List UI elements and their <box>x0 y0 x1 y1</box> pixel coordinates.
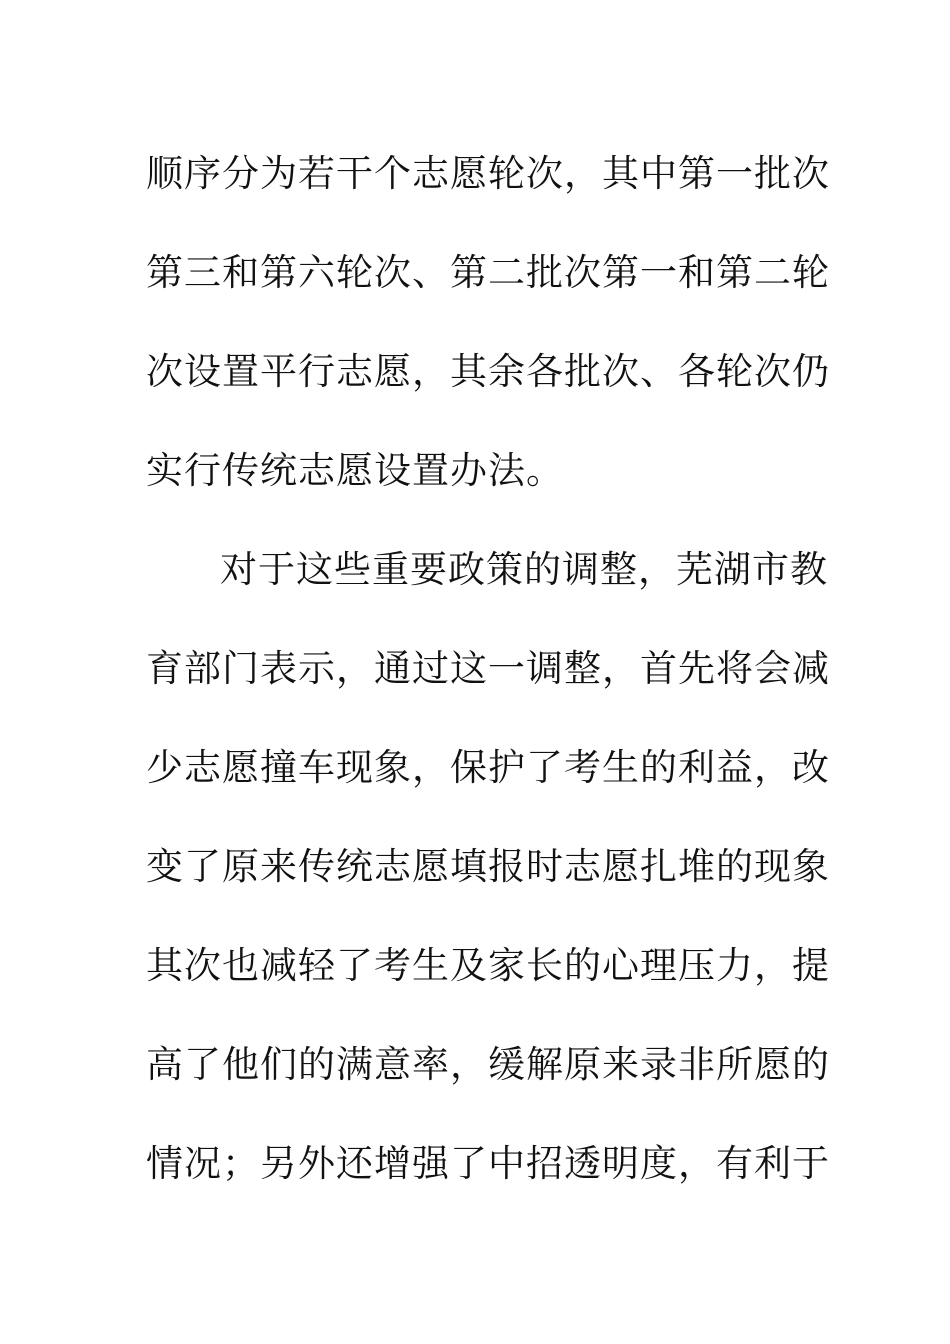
text-line-10: 高了他们的满意率，缓解原来录非所愿的 <box>146 1043 830 1086</box>
text-line-6: 育部门表示，通过这一调整，首先将会减 <box>146 647 830 690</box>
text-line-7: 少志愿撞车现象，保护了考生的利益，改 <box>146 746 830 789</box>
text-line-1: 顺序分为若干个志愿轮次，其中第一批次 <box>146 152 830 195</box>
text-line-8: 变了原来传统志愿填报时志愿扎堆的现象 <box>146 845 830 888</box>
text-line-2: 第三和第六轮次、第二批次第一和第二轮 <box>146 251 830 294</box>
text-line-11: 情况；另外还增强了中招透明度，有利于 <box>146 1142 830 1185</box>
text-line-3: 次设置平行志愿，其余各批次、各轮次仍 <box>146 350 830 393</box>
text-line-5-paragraph-start: 对于这些重要政策的调整，芜湖市教 <box>220 548 828 591</box>
text-line-4: 实行传统志愿设置办法。 <box>146 449 564 492</box>
body-text <box>146 124 830 1213</box>
text-line-9: 其次也减轻了考生及家长的心理压力，提 <box>146 944 830 987</box>
